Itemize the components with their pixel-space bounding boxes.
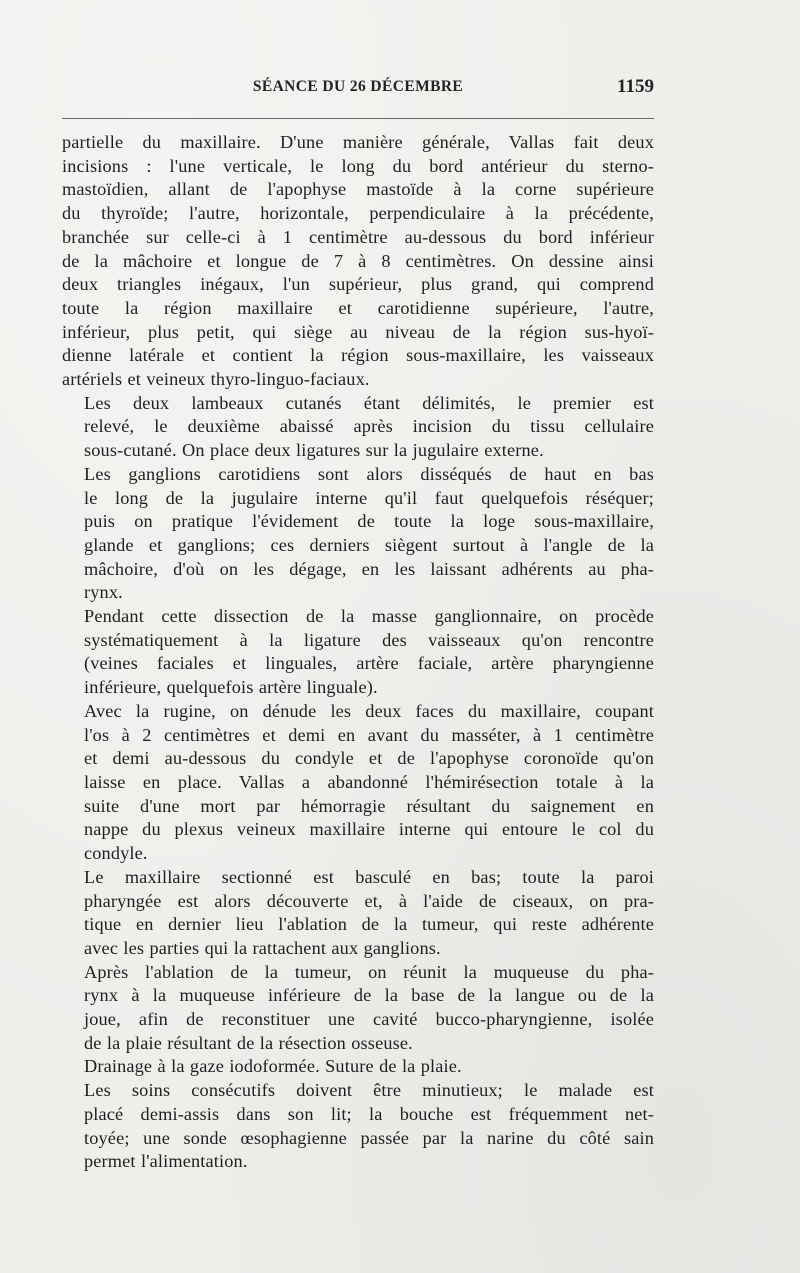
text-line: condyle. [84, 843, 148, 864]
text-line: nappe du plexus veineux maxillaire interne qui entoure le col du [84, 819, 654, 840]
text-line: inférieur, plus petit, qui siège au niveau de la région sus-hyoï- [62, 321, 654, 342]
text-line: Les soins consécutifs doivent être minutieux; le malade est [84, 1080, 654, 1101]
paragraph [62, 392, 654, 463]
text-line: permet l'alimentation. [84, 1151, 248, 1172]
text-line: deux triangles inégaux, l'un supérieur, plus grand, qui comprend [62, 274, 654, 295]
text-line: systématiquement à la ligature des vaisseaux qu'on rencontre [84, 629, 654, 650]
text-line: artériels et veineux thyro-linguo-faciaux. [62, 369, 370, 390]
text-line: Avec la rugine, on dénude les deux faces du maxillaire, coupant [84, 700, 654, 721]
page-header [62, 76, 654, 102]
text-line: l'os à 2 centimètres et demi en avant du masséter, à 1 centimètre [84, 724, 654, 745]
text-line: rynx à la muqueuse inférieure de la base de la langue ou de la [84, 985, 654, 1006]
text-line: de la mâchoire et longue de 7 à 8 centimètres. On dessine ainsi [62, 250, 654, 271]
text-line: tique en dernier lieu l'ablation de la tumeur, qui reste adhérente [84, 914, 654, 935]
text-line: rynx. [84, 582, 123, 603]
text-line: du thyroïde; l'autre, horizontale, perpendiculaire à la précédente, [62, 203, 654, 224]
text-line: avec les parties qui la rattachent aux ganglions. [84, 937, 441, 958]
paragraph [62, 605, 654, 700]
text-line: branchée sur celle-ci à 1 centimètre au-dessous du bord inférieur [62, 226, 654, 247]
text-line: laisse en place. Vallas a abandonné l'hémirésection totale à la [84, 771, 654, 792]
text-line: toyée; une sonde œsophagienne passée par la narine du côté sain [84, 1127, 654, 1148]
text-line: pharyngée est alors découverte et, à l'aide de ciseaux, on pra- [84, 890, 654, 911]
text-line: incisions : l'une verticale, le long du bord antérieur du sterno- [62, 155, 654, 176]
text-line: Les deux lambeaux cutanés étant délimités, le premier est [84, 392, 654, 413]
text-line: Les ganglions carotidiens sont alors disséqués de haut en bas [84, 463, 654, 484]
text-line: partielle du maxillaire. D'une manière générale, Vallas fait deux [62, 132, 654, 152]
text-line: mastoïdien, allant de l'apophyse mastoïde à la corne supérieure [62, 179, 654, 200]
text-line: inférieure, quelquefois artère linguale). [84, 677, 378, 698]
text-line: glande et ganglions; ces derniers siègent surtout à l'angle de la [84, 534, 654, 555]
paragraph [62, 700, 654, 866]
paragraph [62, 866, 654, 961]
paragraph [62, 131, 654, 392]
paragraph [62, 1079, 654, 1174]
text-line: puis on pratique l'évidement de toute la loge sous-maxillaire, [84, 511, 654, 532]
page-number: 1159 [617, 76, 654, 97]
header-rule [62, 118, 654, 119]
paragraph [62, 961, 654, 1056]
text-line: Le maxillaire sectionné est basculé en bas; toute la paroi [84, 866, 654, 887]
body-text [62, 131, 654, 1174]
text-line: placé demi-assis dans son lit; la bouche est fréquemment net- [84, 1103, 654, 1124]
running-title: SÉANCE DU 26 DÉCEMBRE [252, 78, 464, 95]
text-line: joue, afin de reconstituer une cavité bucco-pharyngienne, isolée [84, 1009, 654, 1030]
text-line: Pendant cette dissection de la masse ganglionnaire, on procède [84, 606, 654, 627]
text-line: relevé, le deuxième abaissé après incision du tissu cellulaire [84, 416, 654, 437]
text-line: Après l'ablation de la tumeur, on réunit la muqueuse du pha- [84, 961, 654, 982]
text-line: mâchoire, d'où on les dégage, en les laissant adhérents au pha- [84, 558, 654, 579]
paragraph [62, 1055, 654, 1079]
text-line: et demi au-dessous du condyle et de l'apophyse coronoïde qu'on [84, 748, 654, 769]
text-line: le long de la jugulaire interne qu'il faut quelquefois réséquer; [84, 487, 654, 508]
text-line: Drainage à la gaze iodoformée. Suture de la plaie. [84, 1056, 462, 1077]
text-line: toute la région maxillaire et carotidienne supérieure, l'autre, [62, 297, 654, 318]
text-line: sous-cutané. On place deux ligatures sur la jugulaire externe. [84, 440, 544, 461]
text-line: suite d'une mort par hémorragie résultant du saignement en [84, 795, 654, 816]
paragraph [62, 463, 654, 605]
text-line: de la plaie résultant de la résection osseuse. [84, 1032, 413, 1053]
text-line: dienne latérale et contient la région sous-maxillaire, les vaisseaux [62, 345, 654, 366]
text-line: (veines faciales et linguales, artère faciale, artère pharyngienne [84, 653, 654, 674]
